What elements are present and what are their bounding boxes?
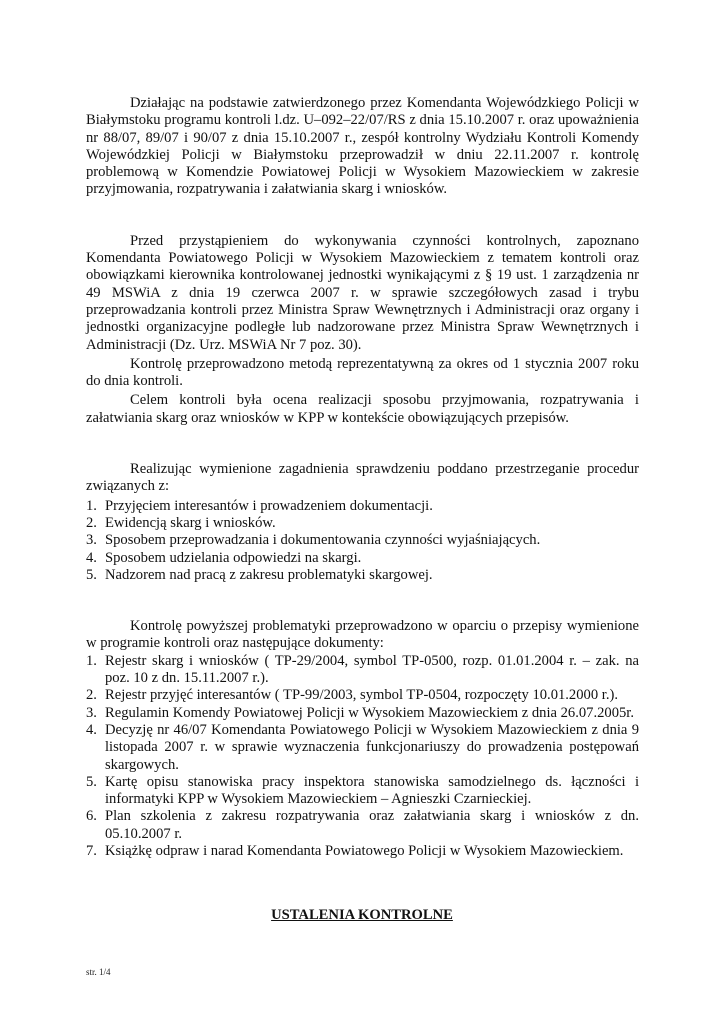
- paragraph-intro: Działając na podstawie zatwierdzonego przez Komendanta Wojewódzkiego Policji w Białymstoku programu kontroli l.dz. U–092–22/07/RS z dnia 15.10.2007 r. oraz upoważnienia nr 88/07, 89/07 i 90/07 z dnia 15.10.2007 r., zespół kontrolny Wydziału Kontroli Komendy Wojewódzkiej Policji w Białymstoku przeprowadził w dniu 22.11.2007 r. kontrolę problemową w Komendzie Powiatowej Policji w Wysokiem Mazowieckiem w zakresie przyjmowania, rozpatrywania i załatwiania skarg i wniosków.: [86, 95, 639, 198]
- paragraph-preparation: Przed przystąpieniem do wykonywania czynności kontrolnych, zapoznano Komendanta Powiatowego Policji w Wysokiem Mazowieckiem z tematem kontroli oraz obowiązkami kierownika kontrolowanej jednostki wynikającymi z § 19 ust. 1 zarządzenia nr 49 MSWiA z dnia 19 czerwca 2007 r. w sprawie szczegółowych zasad i trybu przeprowadzania kontroli przez Ministra Spraw Wewnętrznych i Administracji oraz organy i jednostki organizacyjne podległe lub nadzorowane przez Ministra Spraw Wewnętrznych i Administracji (Dz. Urz. MSWiA Nr 7 poz. 30).: [86, 232, 639, 353]
- list-item: 2. Rejestr przyjęć interesantów ( TP-99/2003, symbol TP-0504, rozpoczęty 10.01.2000 r.).: [86, 687, 618, 704]
- list-item: 5. Kartę opisu stanowiska pracy inspektora stanowiska samodzielnego ds. łączności i informatyki KPP w Wysokiem Mazowieckiem – Agnieszki Czarnieckiej.: [86, 773, 639, 808]
- list-item: 2. Ewidencją skarg i wniosków.: [86, 514, 276, 531]
- list-item: 6. Plan szkolenia z zakresu rozpatrywania oraz załatwiania skarg i wniosków z dn. 05.10.2007 r.: [86, 808, 639, 842]
- document-body: [86, 95, 639, 860]
- paragraph-procedures: Realizując wymienione zagadnienia sprawdzeniu poddano przestrzeganie procedur związanych z:: [86, 461, 639, 495]
- paragraph-method: Kontrolę przeprowadzono metodą reprezentatywną za okres od 1 stycznia 2007 roku do dnia kontroli.: [86, 355, 639, 390]
- list-item: 5. Nadzorem nad pracą z zakresu problematyki skargowej.: [86, 566, 433, 583]
- list-item: 1. Rejestr skarg i wniosków ( TP-29/2004, symbol TP-0500, rozp. 01.01.2004 r. – zak. na poz. 10 z dn. 15.11.2007 r.).: [86, 652, 639, 687]
- list-item: 1. Przyjęciem interesantów i prowadzeniem dokumentacji.: [86, 497, 433, 514]
- paragraph-goal: Celem kontroli była ocena realizacji sposobu przyjmowania, rozpatrywania i załatwiania skarg oraz wniosków w KPP w kontekście obowiązujących przepisów.: [86, 392, 639, 426]
- list-item: 4. Decyzję nr 46/07 Komendanta Powiatowego Policji w Wysokiem Mazowieckiem z dnia 9 listopada 2007 r. w sprawie wyznaczenia funkcjonariuszy do prowadzenia postępowań skargowych.: [86, 721, 639, 773]
- list-item: 4. Sposobem udzielania odpowiedzi na skargi.: [86, 549, 362, 566]
- procedures-list: [86, 498, 639, 584]
- paragraph-documents: Kontrolę powyższej problematyki przeprowadzono w oparciu o przepisy wymienione w programie kontroli oraz następujące dokumenty:: [86, 618, 639, 652]
- page-number: str. 1/4: [86, 967, 111, 977]
- list-item: 3. Sposobem przeprowadzania i dokumentowania czynności wyjaśniających.: [86, 532, 541, 549]
- documents-list: [86, 653, 639, 861]
- list-item: 3. Regulamin Komendy Powiatowej Policji w Wysokiem Mazowieckiem z dnia 26.07.2005r.: [86, 704, 635, 721]
- list-item: 7. Książkę odpraw i narad Komendanta Powiatowego Policji w Wysokiem Mazowieckiem.: [86, 842, 624, 859]
- section-heading: USTALENIA KONTROLNE: [271, 907, 453, 923]
